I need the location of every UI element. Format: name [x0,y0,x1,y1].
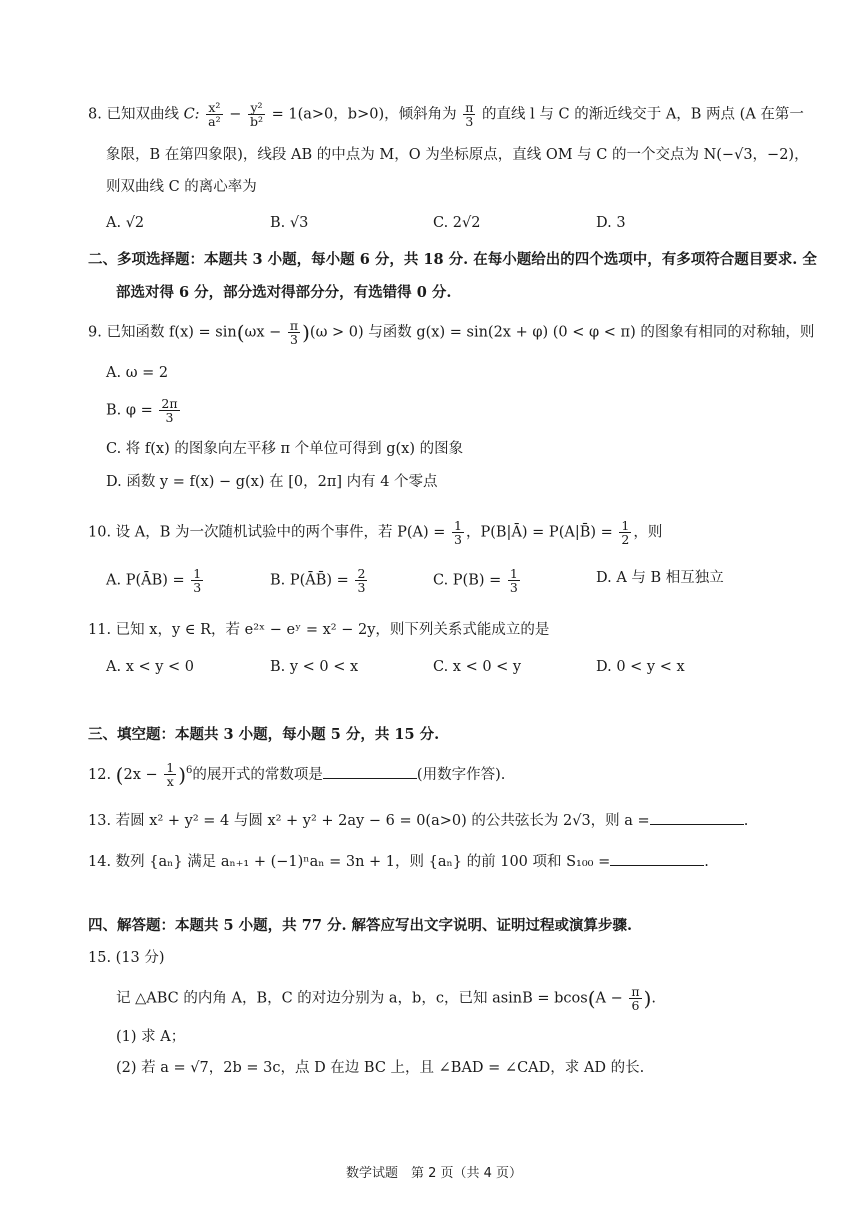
q9-option-a: A. ω = 2 [106,365,169,381]
q10-option-d: D. A 与 B 相互独立 [596,570,724,586]
q13-text: 13. 若圆 x² + y² = 4 与圆 x² + y² + 2ay − 6 = 0(a>0) 的公共弦长为 2√3，则 a = [88,813,650,829]
q11-option-b: B. y < 0 < x [270,659,359,675]
q12-number: 12. [88,766,116,783]
q8-minus: − [224,106,246,123]
q12-answer-blank[interactable] [323,764,417,779]
q10-frac-2 [619,519,631,546]
q10-option-b-text: B. P(ĀB̄) = [270,572,354,589]
q10-option-b-frac [355,567,367,594]
q8-frac-y [248,101,265,128]
q10-option-a-num: 1 [193,566,202,581]
q15-frac [629,985,641,1012]
q10-option-c [433,567,522,594]
q8-frac-y-den: b² [250,114,264,129]
q10-option-a [106,567,205,594]
q8-option-c: C. 2√2 [433,215,481,231]
q15-paren-open: ( [587,986,596,1011]
q10-option-c-frac [508,567,520,594]
q12-exponent: 6 [186,765,193,776]
q12-paren-open: ( [115,762,124,787]
q14-stem [88,851,709,873]
q8-line1 [88,101,804,128]
q8-frac-x [206,101,222,128]
section-2-title: 二、多项选择题：本题共 3 小题，每小题 6 分，共 18 分. 在每小题给出的四个选项中，有多项符合题目要求. 全 [88,251,817,268]
q15-part-1: (1) 求 A； [116,1029,186,1045]
q10-option-c-num: 1 [509,566,518,581]
q10-option-a-den: 3 [193,580,202,595]
q12-paren-close: ) [178,762,187,787]
q10-option-c-text: C. P(B) = [433,572,506,589]
q8-text-a: 8. 已知双曲线 [88,106,184,123]
q10-frac-1-num: 1 [454,518,462,533]
q10-option-a-text: A. P(ĀB) = [106,572,190,589]
q9-frac [288,319,300,346]
q15-paren-close: ) [643,986,652,1011]
q11-option-d: D. 0 < y < x [596,659,685,675]
q15-frac-den: 6 [631,998,640,1013]
q12-frac [164,761,176,788]
q10-option-c-den: 3 [509,580,518,595]
q9-frac-den: 3 [290,332,298,347]
q11-stem: 11. 已知 x，y ∈ R，若 e²ˣ − eʸ = x² − 2y，则下列关系式能成立的是 [88,622,550,638]
q10-frac-1 [452,519,464,546]
q9-option-b-num: 2π [161,396,178,411]
q8-text-c: = 1(a>0，b>0)，倾斜角为 [267,106,462,123]
q10-option-b [270,567,369,594]
q8-frac-pi3-den: 3 [465,114,474,129]
q10-stem [88,519,662,546]
q11-option-c: C. x < 0 < y [433,659,522,675]
q14-text: 14. 数列 {aₙ} 满足 aₙ₊₁ + (−1)ⁿaₙ = 3n + 1，则 {aₙ} 的前 100 项和 S₁₀₀ = [88,854,611,870]
q9-option-c: C. 将 f(x) 的图象向左平移 π 个单位可得到 g(x) 的图象 [106,441,464,457]
page-footer: 数学试题 第 2 页（共 4 页） [345,1166,523,1181]
q8-frac-x-den: a² [208,114,221,129]
q9-text-3: (ω > 0) 与函数 g(x) = sin(2x + φ) (0 < φ < π) 的图象有相同的对称轴，则 [309,324,815,341]
q15-header: 15. (13 分) [88,950,165,966]
q9-option-b-text: B. φ = [106,402,158,419]
section-4-title: 四、解答题：本题共 5 小题，共 77 分. 解答应写出文字说明、证明过程或演算步骤. [88,917,633,934]
section-3-title: 三、填空题：本题共 3 小题，每小题 5 分，共 15 分. [88,726,440,743]
q8-option-d: D. 3 [596,215,626,231]
q13-tail: . [743,813,749,829]
q10-frac-1-den: 3 [454,532,462,547]
q8-frac-y-num: y² [248,101,265,115]
q8-frac-pi3 [463,101,475,128]
q9-option-b-frac [159,397,179,424]
q8-line3: 则双曲线 C 的离心率为 [106,179,257,195]
q8-curve-label: C: [183,106,205,123]
q10-option-b-den: 3 [357,580,366,595]
q13-stem [88,810,748,832]
q9-frac-num: π [289,318,299,333]
q12-inner: 2x − [123,766,163,783]
q9-option-b-den: 3 [165,410,174,425]
q10-option-b-num: 2 [357,566,366,581]
q9-stem [88,319,814,346]
q10-frac-2-den: 2 [621,532,630,547]
q9-option-d: D. 函数 y = f(x) − g(x) 在 [0，2π] 内有 4 个零点 [106,474,438,490]
q14-answer-blank[interactable] [610,851,704,866]
q10-text-3: ，则 [633,524,663,541]
q15-text-2: A − [595,990,628,1007]
q8-option-b: B. √3 [270,215,309,231]
q10-text-2: ，P(B|Ā) = P(A|B̄) = [465,524,618,541]
q8-line2: 象限，B 在第四象限)，线段 AB 的中点为 M，O 为坐标原点，直线 OM 与 C 的一个交点为 N(−√3，−2)， [106,147,809,163]
q12-text: 的展开式的常数项是 [192,766,323,783]
q9-paren-close: ) [302,320,310,345]
q12-stem [88,760,505,788]
q10-text-1: 10. 设 A，B 为一次随机试验中的两个事件，若 P(A) = [88,524,451,541]
q15-stem [116,985,656,1012]
q10-option-a-frac [191,567,203,594]
q15-text-3: . [651,990,657,1007]
q15-part-2: (2) 若 a = √7，2b = 3c，点 D 在边 BC 上，且 ∠BAD = ∠CAD，求 AD 的长. [116,1060,645,1076]
q12-frac-num: 1 [166,760,175,776]
q12-frac-den: x [166,774,174,790]
q8-frac-pi3-num: π [465,100,474,115]
q14-tail: . [704,854,709,870]
q15-text-1: 记 △ABC 的内角 A，B，C 的对边分别为 a，b，c，已知 asinB = bcos [116,990,588,1007]
q8-frac-x-num: x² [206,101,222,115]
q8-option-a: A. √2 [106,215,145,231]
q11-option-a: A. x < y < 0 [106,659,195,675]
q15-frac-num: π [631,984,640,999]
q8-text-d: 的直线 l 与 C 的渐近线交于 A，B 两点 (A 在第一 [477,106,804,123]
q12-tail: (用数字作答). [416,766,506,783]
section-2-title-cont: 部选对得 6 分，部分选对得部分分，有选错得 0 分. [116,284,452,301]
q9-text-2: ωx − [244,324,286,341]
q9-text-1: 9. 已知函数 f(x) = sin [88,324,237,341]
q10-frac-2-num: 1 [621,518,630,533]
q9-option-b [106,397,182,424]
q13-answer-blank[interactable] [650,810,744,825]
q9-paren-open: ( [236,320,245,345]
